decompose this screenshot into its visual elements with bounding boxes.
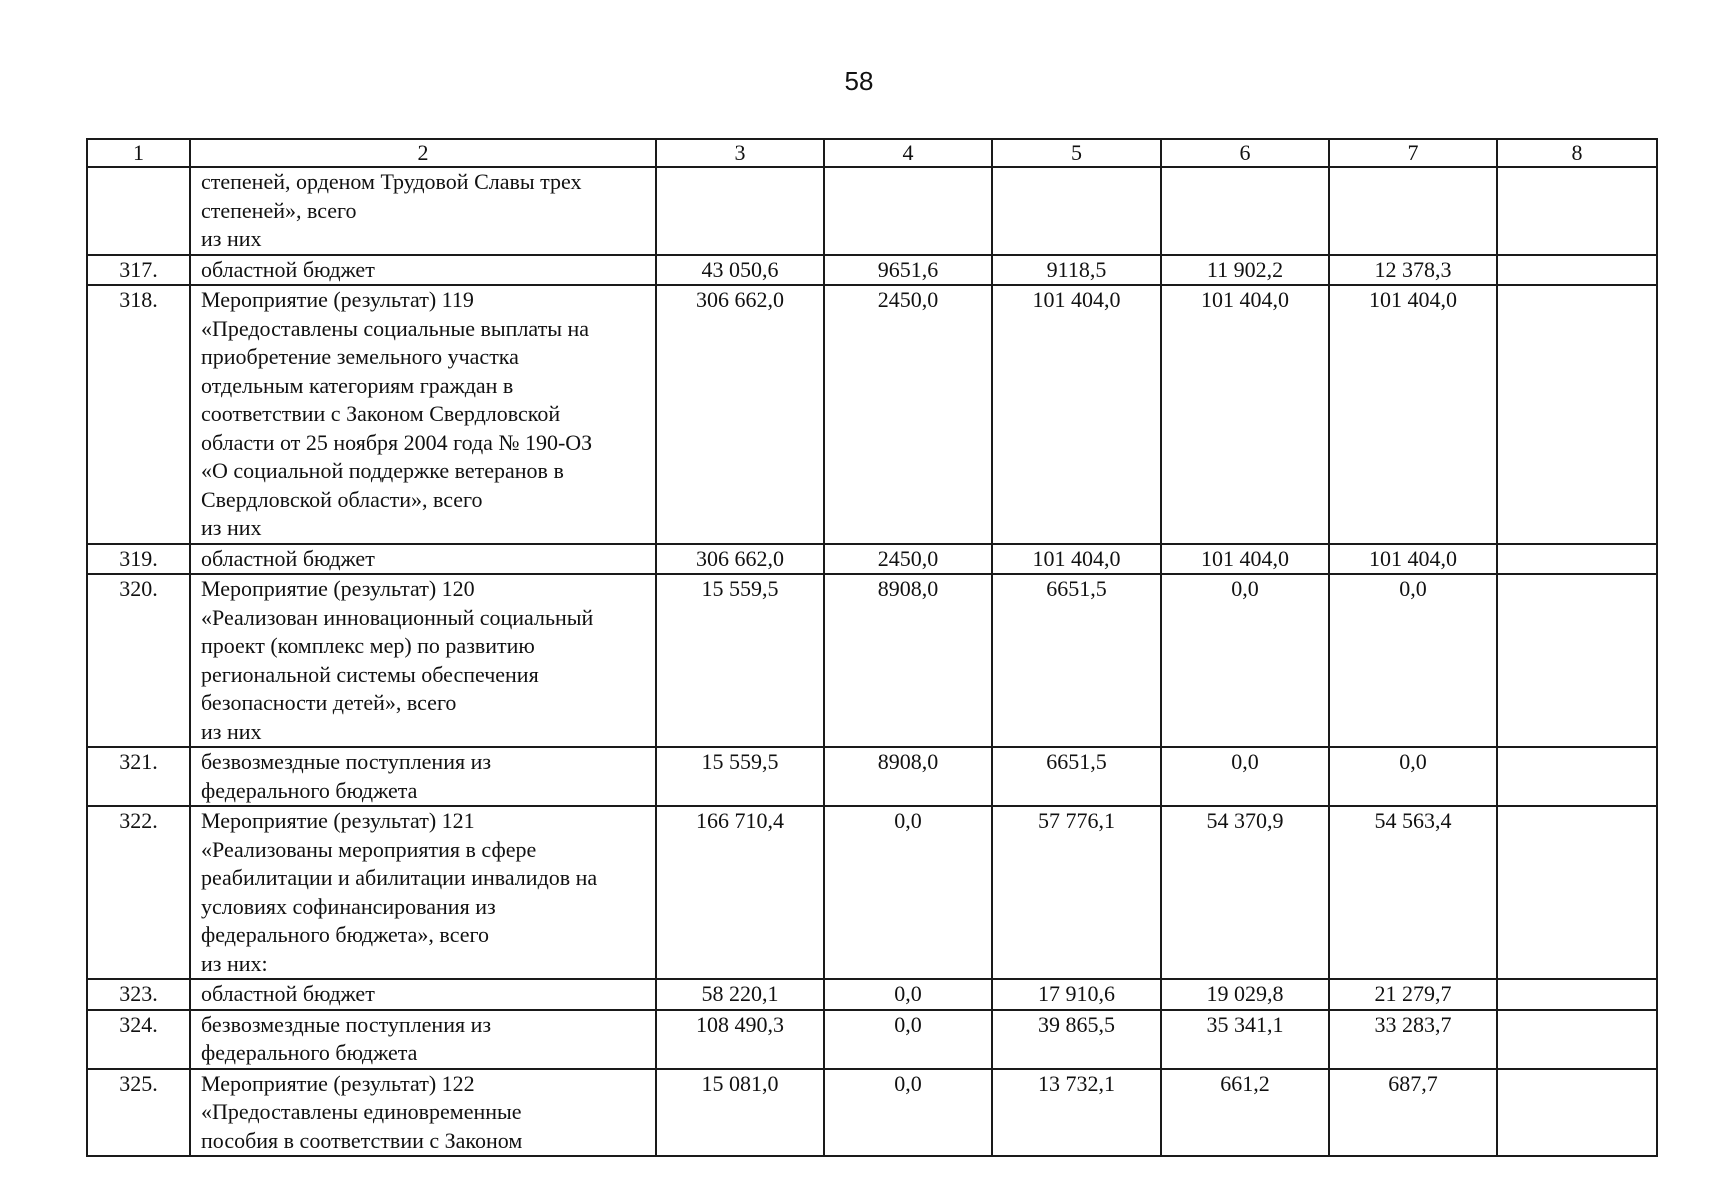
value-col-8 (1497, 979, 1657, 1010)
value-col-6 (1161, 167, 1329, 255)
table-header-row (87, 139, 1657, 167)
value-col-7: 687,7 (1329, 1069, 1497, 1157)
value-col-7: 12 378,3 (1329, 255, 1497, 286)
value-col-6: 101 404,0 (1161, 544, 1329, 575)
column-header: 4 (824, 139, 992, 167)
value-col-5: 9118,5 (992, 255, 1161, 286)
value-col-4: 8908,0 (824, 574, 992, 747)
table-row (87, 1010, 1657, 1069)
value-col-5: 101 404,0 (992, 285, 1161, 544)
row-description: Мероприятие (результат) 122 «Предоставлены единовременные пособия в соответствии с Законом (190, 1069, 656, 1157)
value-col-7: 33 283,7 (1329, 1010, 1497, 1069)
value-col-4: 0,0 (824, 1010, 992, 1069)
table-row (87, 806, 1657, 979)
value-col-6: 101 404,0 (1161, 285, 1329, 544)
value-col-3: 166 710,4 (656, 806, 824, 979)
value-col-3: 306 662,0 (656, 544, 824, 575)
table-row (87, 747, 1657, 806)
value-col-3: 43 050,6 (656, 255, 824, 286)
value-col-4: 8908,0 (824, 747, 992, 806)
page-number: 58 (844, 66, 874, 96)
row-number: 317. (87, 255, 190, 286)
value-col-6: 661,2 (1161, 1069, 1329, 1157)
row-description: безвозмездные поступления из федерального бюджета (190, 747, 656, 806)
value-col-5 (992, 167, 1161, 255)
table-row (87, 167, 1657, 255)
table-row (87, 1069, 1657, 1157)
value-col-4: 0,0 (824, 806, 992, 979)
row-description: областной бюджет (190, 255, 656, 286)
row-number: 322. (87, 806, 190, 979)
column-header: 5 (992, 139, 1161, 167)
value-col-5: 17 910,6 (992, 979, 1161, 1010)
value-col-7: 101 404,0 (1329, 544, 1497, 575)
table-row (87, 544, 1657, 575)
value-col-7: 0,0 (1329, 574, 1497, 747)
value-col-8 (1497, 574, 1657, 747)
value-col-6: 11 902,2 (1161, 255, 1329, 286)
value-col-7 (1329, 167, 1497, 255)
value-col-8 (1497, 167, 1657, 255)
value-col-3 (656, 167, 824, 255)
row-description: Мероприятие (результат) 121 «Реализованы мероприятия в сфере реабилитации и абилитации инвалидов на условиях софинансирования из федерального бюджета», всего из них: (190, 806, 656, 979)
row-description: областной бюджет (190, 979, 656, 1010)
value-col-4 (824, 167, 992, 255)
row-number: 324. (87, 1010, 190, 1069)
column-header: 6 (1161, 139, 1329, 167)
value-col-3: 15 559,5 (656, 747, 824, 806)
value-col-7: 54 563,4 (1329, 806, 1497, 979)
value-col-6: 19 029,8 (1161, 979, 1329, 1010)
value-col-8 (1497, 255, 1657, 286)
value-col-7: 101 404,0 (1329, 285, 1497, 544)
column-header: 1 (87, 139, 190, 167)
row-number (87, 167, 190, 255)
value-col-5: 57 776,1 (992, 806, 1161, 979)
value-col-4: 2450,0 (824, 285, 992, 544)
value-col-5: 13 732,1 (992, 1069, 1161, 1157)
value-col-8 (1497, 806, 1657, 979)
value-col-6: 54 370,9 (1161, 806, 1329, 979)
table-row (87, 285, 1657, 544)
row-number: 319. (87, 544, 190, 575)
row-number: 318. (87, 285, 190, 544)
row-description: степеней, орденом Трудовой Славы трех степеней», всего из них (190, 167, 656, 255)
value-col-8 (1497, 1069, 1657, 1157)
column-header: 3 (656, 139, 824, 167)
value-col-5: 6651,5 (992, 574, 1161, 747)
row-number: 320. (87, 574, 190, 747)
value-col-4: 2450,0 (824, 544, 992, 575)
value-col-3: 306 662,0 (656, 285, 824, 544)
row-description: безвозмездные поступления из федерального бюджета (190, 1010, 656, 1069)
value-col-3: 15 559,5 (656, 574, 824, 747)
value-col-8 (1497, 544, 1657, 575)
value-col-5: 6651,5 (992, 747, 1161, 806)
column-header: 7 (1329, 139, 1497, 167)
table-row (87, 255, 1657, 286)
value-col-8 (1497, 1010, 1657, 1069)
value-col-4: 9651,6 (824, 255, 992, 286)
row-description: Мероприятие (результат) 120 «Реализован инновационный социальный проект (комплекс мер) по развитию региональной системы обеспечения безопасности детей», всего из них (190, 574, 656, 747)
row-number: 321. (87, 747, 190, 806)
value-col-6: 0,0 (1161, 747, 1329, 806)
value-col-3: 15 081,0 (656, 1069, 824, 1157)
row-number: 323. (87, 979, 190, 1010)
value-col-4: 0,0 (824, 979, 992, 1010)
value-col-6: 35 341,1 (1161, 1010, 1329, 1069)
value-col-7: 0,0 (1329, 747, 1497, 806)
column-header: 2 (190, 139, 656, 167)
value-col-5: 101 404,0 (992, 544, 1161, 575)
row-description: Мероприятие (результат) 119 «Предоставлены социальные выплаты на приобретение земельного участка отдельным категориям граждан в соответствии с Законом Свердловской области от 25 ноября 2004 года № 190-ОЗ «О социальной поддержке ветеранов в Свердловской области», всего из них (190, 285, 656, 544)
value-col-6: 0,0 (1161, 574, 1329, 747)
value-col-3: 58 220,1 (656, 979, 824, 1010)
value-col-3: 108 490,3 (656, 1010, 824, 1069)
value-col-8 (1497, 285, 1657, 544)
budget-table (86, 138, 1658, 1157)
value-col-7: 21 279,7 (1329, 979, 1497, 1010)
column-header: 8 (1497, 139, 1657, 167)
value-col-8 (1497, 747, 1657, 806)
value-col-5: 39 865,5 (992, 1010, 1161, 1069)
row-description: областной бюджет (190, 544, 656, 575)
table-row (87, 574, 1657, 747)
value-col-4: 0,0 (824, 1069, 992, 1157)
row-number: 325. (87, 1069, 190, 1157)
table-row (87, 979, 1657, 1010)
